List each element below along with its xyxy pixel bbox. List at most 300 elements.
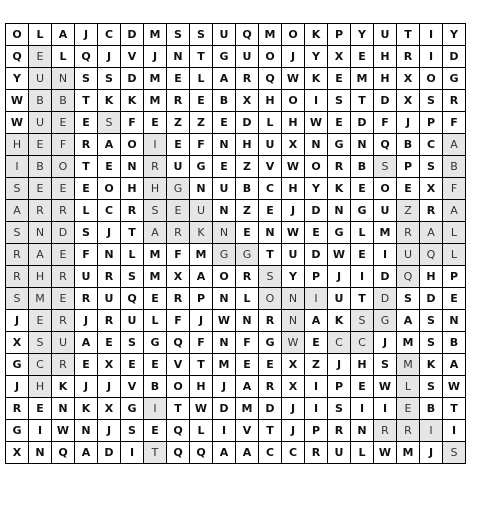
grid-cell[interactable]: E <box>75 178 98 200</box>
grid-cell[interactable]: R <box>374 420 397 442</box>
grid-cell[interactable]: J <box>328 266 351 288</box>
grid-cell[interactable]: R <box>397 222 420 244</box>
grid-cell[interactable]: E <box>144 288 167 310</box>
grid-cell[interactable]: I <box>420 46 443 68</box>
grid-cell[interactable]: R <box>75 288 98 310</box>
grid-cell[interactable]: K <box>75 398 98 420</box>
grid-cell[interactable]: C <box>351 332 374 354</box>
grid-cell[interactable]: A <box>420 222 443 244</box>
grid-cell[interactable]: M <box>213 354 236 376</box>
grid-cell[interactable]: A <box>236 442 259 464</box>
grid-cell[interactable]: S <box>6 222 29 244</box>
grid-cell[interactable]: V <box>167 354 190 376</box>
grid-cell[interactable]: M <box>144 244 167 266</box>
grid-cell[interactable]: J <box>75 310 98 332</box>
grid-cell[interactable]: R <box>52 266 75 288</box>
grid-cell[interactable]: N <box>443 310 466 332</box>
grid-cell[interactable]: E <box>29 46 52 68</box>
grid-cell[interactable]: E <box>52 288 75 310</box>
grid-cell[interactable]: A <box>29 244 52 266</box>
grid-cell[interactable]: T <box>144 442 167 464</box>
grid-cell[interactable]: A <box>144 222 167 244</box>
grid-cell[interactable]: S <box>98 112 121 134</box>
grid-cell[interactable]: T <box>443 398 466 420</box>
grid-cell[interactable]: L <box>259 112 282 134</box>
grid-cell[interactable]: R <box>397 46 420 68</box>
grid-cell[interactable]: H <box>29 266 52 288</box>
grid-cell[interactable]: E <box>144 354 167 376</box>
grid-cell[interactable]: I <box>305 376 328 398</box>
grid-cell[interactable]: P <box>328 24 351 46</box>
grid-cell[interactable]: O <box>213 266 236 288</box>
grid-cell[interactable]: X <box>282 376 305 398</box>
grid-cell[interactable]: X <box>167 266 190 288</box>
grid-cell[interactable]: S <box>190 24 213 46</box>
grid-cell[interactable]: N <box>213 332 236 354</box>
grid-cell[interactable]: A <box>397 310 420 332</box>
grid-cell[interactable]: B <box>144 376 167 398</box>
grid-cell[interactable]: B <box>213 90 236 112</box>
grid-cell[interactable]: P <box>443 266 466 288</box>
grid-cell[interactable]: R <box>167 288 190 310</box>
grid-cell[interactable]: P <box>190 288 213 310</box>
grid-cell[interactable]: J <box>98 420 121 442</box>
grid-cell[interactable]: I <box>305 288 328 310</box>
grid-cell[interactable]: R <box>397 420 420 442</box>
grid-cell[interactable]: V <box>121 46 144 68</box>
grid-cell[interactable]: G <box>6 420 29 442</box>
grid-cell[interactable]: L <box>75 200 98 222</box>
grid-cell[interactable]: H <box>236 134 259 156</box>
grid-cell[interactable]: A <box>190 266 213 288</box>
grid-cell[interactable]: W <box>282 156 305 178</box>
grid-cell[interactable]: P <box>305 420 328 442</box>
grid-cell[interactable]: O <box>167 376 190 398</box>
grid-cell[interactable]: S <box>443 442 466 464</box>
grid-cell[interactable]: B <box>397 134 420 156</box>
grid-cell[interactable]: M <box>144 68 167 90</box>
grid-cell[interactable]: B <box>29 90 52 112</box>
grid-cell[interactable]: H <box>374 68 397 90</box>
grid-cell[interactable]: S <box>420 310 443 332</box>
grid-cell[interactable]: E <box>443 288 466 310</box>
grid-cell[interactable]: Q <box>420 244 443 266</box>
grid-cell[interactable]: F <box>167 310 190 332</box>
grid-cell[interactable]: X <box>6 332 29 354</box>
grid-cell[interactable]: W <box>52 420 75 442</box>
grid-cell[interactable]: R <box>6 244 29 266</box>
grid-cell[interactable]: N <box>213 200 236 222</box>
grid-cell[interactable]: S <box>420 376 443 398</box>
grid-cell[interactable]: V <box>121 376 144 398</box>
grid-cell[interactable]: O <box>121 134 144 156</box>
grid-cell[interactable]: O <box>374 178 397 200</box>
grid-cell[interactable]: J <box>75 376 98 398</box>
grid-cell[interactable]: F <box>190 332 213 354</box>
grid-cell[interactable]: C <box>282 442 305 464</box>
grid-cell[interactable]: S <box>351 310 374 332</box>
grid-cell[interactable]: F <box>52 134 75 156</box>
grid-cell[interactable]: I <box>144 134 167 156</box>
grid-cell[interactable]: A <box>443 354 466 376</box>
grid-cell[interactable]: C <box>98 24 121 46</box>
grid-cell[interactable]: S <box>374 156 397 178</box>
grid-cell[interactable]: O <box>282 90 305 112</box>
grid-cell[interactable]: O <box>259 46 282 68</box>
grid-cell[interactable]: E <box>190 90 213 112</box>
grid-cell[interactable]: S <box>98 68 121 90</box>
grid-cell[interactable]: Y <box>282 266 305 288</box>
grid-cell[interactable]: E <box>236 222 259 244</box>
grid-cell[interactable]: U <box>75 266 98 288</box>
grid-cell[interactable]: E <box>236 354 259 376</box>
grid-cell[interactable]: N <box>282 288 305 310</box>
grid-cell[interactable]: Y <box>351 24 374 46</box>
grid-cell[interactable]: H <box>374 46 397 68</box>
grid-cell[interactable]: W <box>213 310 236 332</box>
grid-cell[interactable]: P <box>305 266 328 288</box>
grid-cell[interactable]: N <box>190 178 213 200</box>
grid-cell[interactable]: L <box>351 442 374 464</box>
grid-cell[interactable]: U <box>328 288 351 310</box>
grid-cell[interactable]: D <box>98 442 121 464</box>
grid-cell[interactable]: R <box>167 222 190 244</box>
grid-cell[interactable]: U <box>213 24 236 46</box>
grid-cell[interactable]: E <box>351 46 374 68</box>
grid-cell[interactable]: C <box>420 134 443 156</box>
grid-cell[interactable]: Q <box>259 68 282 90</box>
grid-cell[interactable]: F <box>374 112 397 134</box>
grid-cell[interactable]: A <box>52 24 75 46</box>
grid-cell[interactable]: I <box>374 244 397 266</box>
grid-cell[interactable]: A <box>98 134 121 156</box>
grid-cell[interactable]: Z <box>236 200 259 222</box>
grid-cell[interactable]: J <box>282 46 305 68</box>
grid-cell[interactable]: L <box>190 420 213 442</box>
grid-cell[interactable]: R <box>52 200 75 222</box>
grid-cell[interactable]: G <box>351 200 374 222</box>
grid-cell[interactable]: Q <box>121 288 144 310</box>
grid-cell[interactable]: N <box>282 310 305 332</box>
grid-cell[interactable]: E <box>29 134 52 156</box>
grid-cell[interactable]: T <box>75 90 98 112</box>
grid-cell[interactable]: P <box>328 376 351 398</box>
grid-cell[interactable]: L <box>236 288 259 310</box>
grid-cell[interactable]: F <box>443 112 466 134</box>
grid-cell[interactable]: E <box>259 354 282 376</box>
grid-cell[interactable]: C <box>98 200 121 222</box>
grid-cell[interactable]: F <box>190 134 213 156</box>
grid-cell[interactable]: R <box>98 266 121 288</box>
grid-cell[interactable]: A <box>75 332 98 354</box>
grid-cell[interactable]: N <box>167 46 190 68</box>
grid-cell[interactable]: T <box>259 420 282 442</box>
grid-cell[interactable]: A <box>443 134 466 156</box>
grid-cell[interactable]: N <box>75 420 98 442</box>
grid-cell[interactable]: Q <box>397 266 420 288</box>
grid-cell[interactable]: F <box>121 112 144 134</box>
grid-cell[interactable]: R <box>167 90 190 112</box>
grid-cell[interactable]: Q <box>167 332 190 354</box>
grid-cell[interactable]: Z <box>397 200 420 222</box>
grid-cell[interactable]: X <box>236 90 259 112</box>
grid-cell[interactable]: E <box>121 354 144 376</box>
grid-cell[interactable]: D <box>121 68 144 90</box>
grid-cell[interactable]: R <box>443 90 466 112</box>
grid-cell[interactable]: H <box>420 266 443 288</box>
grid-cell[interactable]: G <box>328 222 351 244</box>
grid-cell[interactable]: L <box>121 244 144 266</box>
grid-cell[interactable]: B <box>443 332 466 354</box>
grid-cell[interactable]: H <box>121 178 144 200</box>
grid-cell[interactable]: R <box>420 200 443 222</box>
grid-cell[interactable]: J <box>75 24 98 46</box>
grid-cell[interactable]: O <box>305 156 328 178</box>
grid-cell[interactable]: S <box>6 178 29 200</box>
grid-cell[interactable]: D <box>305 200 328 222</box>
grid-cell[interactable]: S <box>75 222 98 244</box>
grid-cell[interactable]: J <box>98 222 121 244</box>
grid-cell[interactable]: X <box>282 354 305 376</box>
grid-cell[interactable]: N <box>351 420 374 442</box>
grid-cell[interactable]: B <box>443 156 466 178</box>
grid-cell[interactable]: J <box>420 442 443 464</box>
grid-cell[interactable]: E <box>29 398 52 420</box>
grid-cell[interactable]: U <box>190 200 213 222</box>
grid-cell[interactable]: U <box>259 134 282 156</box>
grid-cell[interactable]: O <box>420 68 443 90</box>
grid-cell[interactable]: D <box>213 398 236 420</box>
grid-cell[interactable]: E <box>305 222 328 244</box>
grid-cell[interactable]: Y <box>443 24 466 46</box>
grid-cell[interactable]: D <box>305 244 328 266</box>
grid-cell[interactable]: E <box>213 156 236 178</box>
grid-cell[interactable]: D <box>52 222 75 244</box>
grid-cell[interactable]: G <box>213 244 236 266</box>
grid-cell[interactable]: C <box>29 354 52 376</box>
grid-cell[interactable]: E <box>29 310 52 332</box>
grid-cell[interactable]: L <box>52 46 75 68</box>
grid-cell[interactable]: R <box>236 266 259 288</box>
grid-cell[interactable]: Z <box>236 156 259 178</box>
grid-cell[interactable]: S <box>75 68 98 90</box>
grid-cell[interactable]: X <box>98 354 121 376</box>
grid-cell[interactable]: R <box>259 310 282 332</box>
grid-cell[interactable]: T <box>167 398 190 420</box>
grid-cell[interactable]: J <box>282 398 305 420</box>
grid-cell[interactable]: H <box>282 112 305 134</box>
grid-cell[interactable]: X <box>6 442 29 464</box>
grid-cell[interactable]: I <box>305 398 328 420</box>
grid-cell[interactable]: N <box>52 398 75 420</box>
grid-cell[interactable]: Z <box>305 354 328 376</box>
grid-cell[interactable]: Y <box>6 68 29 90</box>
grid-cell[interactable]: Q <box>167 420 190 442</box>
grid-cell[interactable]: W <box>328 244 351 266</box>
grid-cell[interactable]: J <box>6 310 29 332</box>
grid-cell[interactable]: N <box>259 222 282 244</box>
grid-cell[interactable]: N <box>351 134 374 156</box>
grid-cell[interactable]: L <box>443 222 466 244</box>
grid-cell[interactable]: H <box>6 134 29 156</box>
grid-cell[interactable]: G <box>144 332 167 354</box>
grid-cell[interactable]: V <box>236 420 259 442</box>
grid-cell[interactable]: U <box>167 156 190 178</box>
grid-cell[interactable]: V <box>259 156 282 178</box>
grid-cell[interactable]: S <box>121 332 144 354</box>
grid-cell[interactable]: J <box>98 376 121 398</box>
grid-cell[interactable]: M <box>259 24 282 46</box>
grid-cell[interactable]: L <box>443 244 466 266</box>
grid-cell[interactable]: H <box>29 376 52 398</box>
grid-cell[interactable]: M <box>144 24 167 46</box>
grid-cell[interactable]: R <box>144 156 167 178</box>
grid-cell[interactable]: U <box>98 288 121 310</box>
grid-cell[interactable]: I <box>144 398 167 420</box>
grid-cell[interactable]: K <box>190 222 213 244</box>
grid-cell[interactable]: W <box>6 112 29 134</box>
grid-cell[interactable]: R <box>121 200 144 222</box>
grid-cell[interactable]: Z <box>190 112 213 134</box>
grid-cell[interactable]: E <box>397 398 420 420</box>
grid-cell[interactable]: L <box>144 310 167 332</box>
grid-cell[interactable]: L <box>29 24 52 46</box>
grid-cell[interactable]: C <box>328 332 351 354</box>
grid-cell[interactable]: L <box>351 222 374 244</box>
grid-cell[interactable]: E <box>328 68 351 90</box>
grid-cell[interactable]: W <box>305 112 328 134</box>
grid-cell[interactable]: B <box>351 156 374 178</box>
grid-cell[interactable]: S <box>328 398 351 420</box>
grid-cell[interactable]: F <box>443 178 466 200</box>
grid-cell[interactable]: S <box>259 266 282 288</box>
grid-cell[interactable]: A <box>236 376 259 398</box>
grid-cell[interactable]: T <box>190 46 213 68</box>
grid-cell[interactable]: R <box>328 420 351 442</box>
grid-cell[interactable]: M <box>236 398 259 420</box>
grid-cell[interactable]: E <box>167 68 190 90</box>
grid-cell[interactable]: E <box>351 178 374 200</box>
grid-cell[interactable]: D <box>374 266 397 288</box>
grid-cell[interactable]: W <box>282 332 305 354</box>
grid-cell[interactable]: U <box>374 24 397 46</box>
grid-cell[interactable]: G <box>443 68 466 90</box>
grid-cell[interactable]: O <box>6 24 29 46</box>
grid-cell[interactable]: E <box>259 200 282 222</box>
grid-cell[interactable]: H <box>259 90 282 112</box>
grid-cell[interactable]: U <box>213 178 236 200</box>
grid-cell[interactable]: M <box>144 90 167 112</box>
grid-cell[interactable]: D <box>121 24 144 46</box>
grid-cell[interactable]: S <box>420 90 443 112</box>
grid-cell[interactable]: H <box>190 376 213 398</box>
grid-cell[interactable]: H <box>144 178 167 200</box>
grid-cell[interactable]: R <box>236 68 259 90</box>
grid-cell[interactable]: E <box>144 112 167 134</box>
grid-cell[interactable]: X <box>420 178 443 200</box>
grid-cell[interactable]: U <box>374 200 397 222</box>
grid-cell[interactable]: N <box>213 134 236 156</box>
grid-cell[interactable]: B <box>236 178 259 200</box>
grid-cell[interactable]: R <box>305 442 328 464</box>
grid-cell[interactable]: N <box>52 68 75 90</box>
grid-cell[interactable]: R <box>29 200 52 222</box>
grid-cell[interactable]: K <box>121 90 144 112</box>
grid-cell[interactable]: I <box>6 156 29 178</box>
grid-cell[interactable]: M <box>397 442 420 464</box>
grid-cell[interactable]: N <box>98 244 121 266</box>
grid-cell[interactable]: S <box>374 354 397 376</box>
grid-cell[interactable]: O <box>259 288 282 310</box>
grid-cell[interactable]: X <box>282 134 305 156</box>
grid-cell[interactable]: K <box>328 178 351 200</box>
grid-cell[interactable]: G <box>213 46 236 68</box>
grid-cell[interactable]: U <box>29 68 52 90</box>
grid-cell[interactable]: S <box>6 288 29 310</box>
grid-cell[interactable]: I <box>213 420 236 442</box>
grid-cell[interactable]: T <box>397 24 420 46</box>
grid-cell[interactable]: L <box>397 376 420 398</box>
grid-cell[interactable]: X <box>98 398 121 420</box>
grid-cell[interactable]: N <box>29 442 52 464</box>
grid-cell[interactable]: K <box>420 354 443 376</box>
grid-cell[interactable]: Q <box>190 442 213 464</box>
grid-cell[interactable]: B <box>29 156 52 178</box>
grid-cell[interactable]: A <box>75 442 98 464</box>
grid-cell[interactable]: I <box>29 420 52 442</box>
grid-cell[interactable]: N <box>305 134 328 156</box>
grid-cell[interactable]: Y <box>305 46 328 68</box>
grid-cell[interactable]: E <box>98 156 121 178</box>
grid-cell[interactable]: T <box>351 288 374 310</box>
grid-cell[interactable]: R <box>6 266 29 288</box>
grid-cell[interactable]: D <box>420 288 443 310</box>
grid-cell[interactable]: G <box>236 244 259 266</box>
grid-cell[interactable]: W <box>282 68 305 90</box>
grid-cell[interactable]: M <box>144 266 167 288</box>
grid-cell[interactable]: K <box>305 24 328 46</box>
grid-cell[interactable]: X <box>397 90 420 112</box>
grid-cell[interactable]: W <box>374 376 397 398</box>
grid-cell[interactable]: S <box>420 156 443 178</box>
grid-cell[interactable]: A <box>213 442 236 464</box>
grid-cell[interactable]: Y <box>305 178 328 200</box>
grid-cell[interactable]: S <box>420 332 443 354</box>
grid-cell[interactable]: B <box>52 90 75 112</box>
grid-cell[interactable]: M <box>397 354 420 376</box>
grid-cell[interactable]: D <box>374 90 397 112</box>
grid-cell[interactable]: E <box>52 178 75 200</box>
grid-cell[interactable]: F <box>75 244 98 266</box>
grid-cell[interactable]: E <box>351 376 374 398</box>
grid-cell[interactable]: Q <box>75 46 98 68</box>
grid-cell[interactable]: H <box>351 354 374 376</box>
grid-cell[interactable]: I <box>121 442 144 464</box>
grid-cell[interactable]: I <box>351 266 374 288</box>
grid-cell[interactable]: M <box>351 68 374 90</box>
grid-cell[interactable]: E <box>213 112 236 134</box>
grid-cell[interactable]: J <box>328 354 351 376</box>
grid-cell[interactable]: B <box>420 398 443 420</box>
grid-cell[interactable]: D <box>443 46 466 68</box>
grid-cell[interactable]: T <box>121 222 144 244</box>
grid-cell[interactable]: A <box>213 68 236 90</box>
grid-cell[interactable]: S <box>144 200 167 222</box>
grid-cell[interactable]: T <box>351 90 374 112</box>
grid-cell[interactable]: R <box>75 134 98 156</box>
grid-cell[interactable]: M <box>397 332 420 354</box>
grid-cell[interactable]: E <box>75 354 98 376</box>
